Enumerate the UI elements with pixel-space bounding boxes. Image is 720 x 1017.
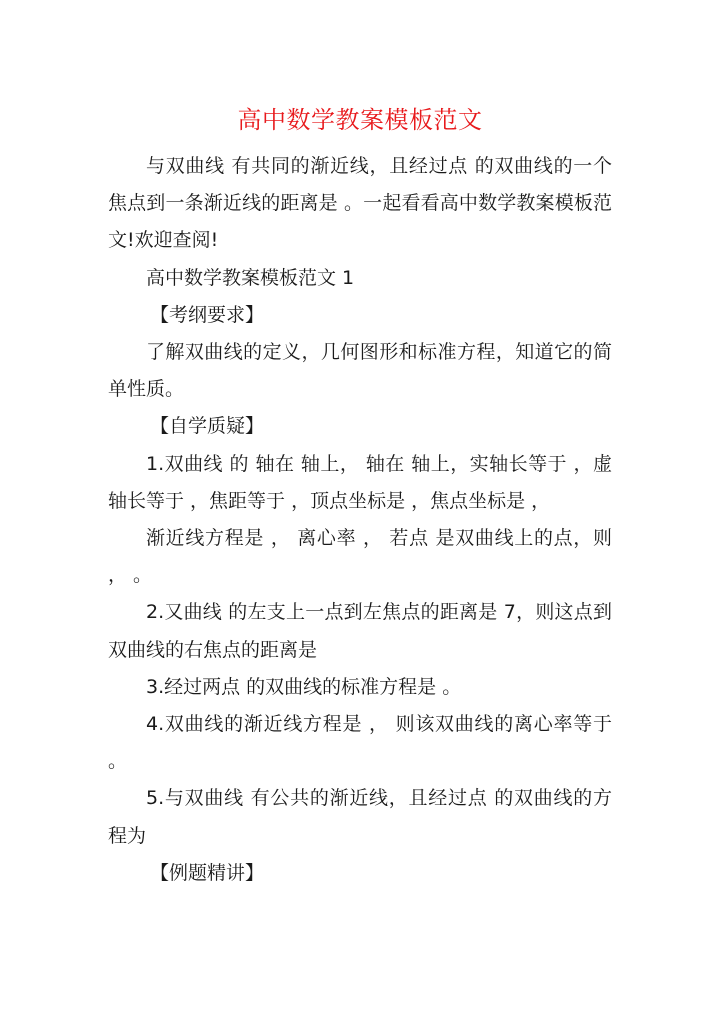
document-body [108,148,612,892]
kaogang-paragraph: 了解双曲线的定义，几何图形和标准方程，知道它的简单性质。 [108,341,612,401]
question-5: 5.与双曲线 有公共的渐近线，且经过点 的双曲线的方程为 [108,787,612,847]
question-1: 1.双曲线 的 轴在 轴上， 轴在 轴上，实轴长等于 ，虚轴长等于 ，焦距等于 ，顶点坐标是 ，焦点坐标是 ， [108,452,612,512]
intro-paragraph: 与双曲线 有共同的渐近线，且经过点 的双曲线的一个焦点到一条渐近线的距离是 。一起看看高中数学教案模板范文!欢迎查阅! [108,155,612,252]
section-heading-kaogang: 【考纲要求】 [150,303,265,326]
question-4: 4.双曲线的渐近线方程是 ， 则该双曲线的离心率等于 。 [108,713,612,773]
document-title: 高中数学教案模板范文 [237,106,483,134]
question-1-continued: 渐近线方程是 ， 离心率 ， 若点 是双曲线上的点，则 ， 。 [108,527,612,587]
section-heading-zixue: 【自学质疑】 [150,415,265,438]
subtitle-paragraph: 高中数学教案模板范文 1 [146,266,355,289]
question-3: 3.经过两点 的双曲线的标准方程是 。 [146,675,462,698]
question-2: 2.又曲线 的左支上一点到左焦点的距离是 7，则这点到双曲线的右焦点的距离是 [108,601,612,661]
section-heading-liti: 【例题精讲】 [150,861,265,884]
